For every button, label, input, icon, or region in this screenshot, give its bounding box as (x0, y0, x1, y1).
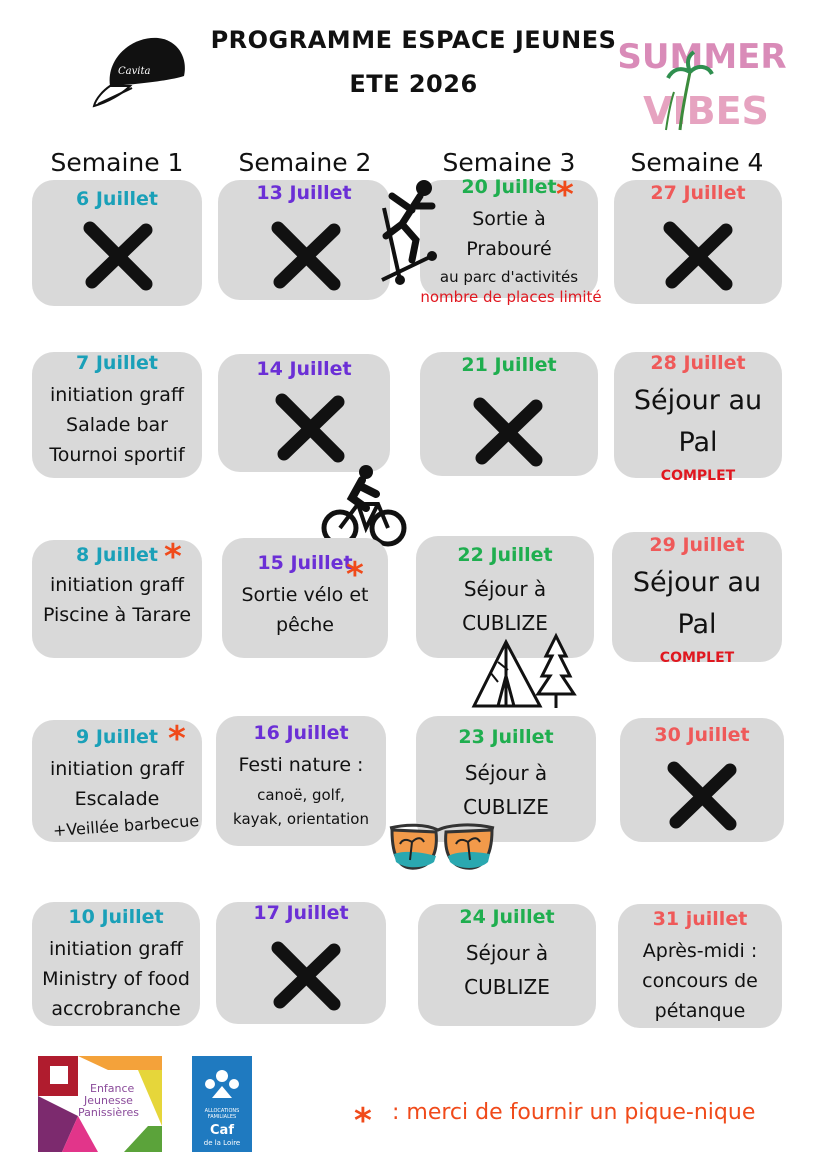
day-card-10-juillet (32, 902, 200, 1026)
day-card-31-juillet (618, 904, 782, 1028)
status-badge: COMPLET (660, 468, 736, 484)
day-date: 23 Juillet (458, 726, 554, 748)
vibes-text: VIBES (643, 89, 769, 133)
tent-icon (468, 632, 578, 710)
caf-name-text: Caf (210, 1123, 234, 1138)
activity-line: Séjour à (463, 577, 547, 601)
day-date: 29 Juillet (649, 534, 745, 556)
activity-extra: +Veillée barbecue (52, 810, 200, 841)
day-card-21-juillet (420, 352, 598, 476)
week-header-1: Semaine 1 (50, 148, 184, 177)
week-header-2: Semaine 2 (238, 148, 372, 177)
summer-vibes-badge (617, 20, 787, 136)
jeunesse-text: Jeunesse (84, 1094, 133, 1107)
day-date: 7 Juillet (76, 352, 158, 374)
week-header-3: Semaine 3 (442, 148, 576, 177)
day-date: 28 Juillet (650, 352, 746, 374)
day-card-30-juillet (620, 718, 784, 842)
activity-sub: au parc d'activités (439, 268, 579, 286)
cancelled-x-icon (474, 398, 542, 466)
activity-line: Séjour à (464, 761, 548, 785)
day-card-24-juillet (418, 904, 596, 1026)
cap-text: Cavita (118, 66, 151, 77)
caf-loire-text: de la Loire (203, 1139, 241, 1147)
activity-line: Piscine à Tarare (42, 604, 192, 626)
activity-line: Salade bar (66, 414, 168, 436)
day-date: 14 Juillet (256, 358, 352, 380)
activity-line: Séjour au (632, 567, 762, 598)
caf-logo (192, 1056, 252, 1152)
day-date: 9 Juillet (76, 726, 158, 748)
activity-line: CUBLIZE (462, 611, 548, 635)
enfance-text: Enfance (90, 1082, 135, 1095)
activity-line: accrobranche (51, 998, 181, 1020)
day-date: 22 Juillet (457, 544, 553, 566)
picnic-star-icon: * (168, 719, 186, 759)
activity-line: Séjour à (465, 941, 549, 965)
panissieres-text: Panissières (78, 1106, 139, 1119)
day-date: 10 Juillet (68, 906, 164, 928)
activity-sub: kayak, orientation (233, 810, 369, 828)
day-date: 6 Juillet (76, 188, 158, 210)
day-date: 24 Juillet (459, 906, 555, 928)
activity-line: initiation graff (49, 574, 184, 596)
activity-line: initiation graff (49, 384, 184, 406)
day-date: 15 Juillet (257, 552, 353, 574)
day-card-14-juillet (218, 354, 390, 472)
page-title: PROGRAMME ESPACE JEUNES (210, 26, 617, 54)
day-card-13-juillet (218, 180, 390, 300)
summer-text: SUMMER (617, 37, 787, 77)
cap-icon (92, 28, 192, 110)
day-date: 21 Juillet (461, 354, 557, 376)
activity-line: concours de (642, 970, 758, 992)
activity-line: Après-midi : (642, 940, 758, 962)
cancelled-x-icon (664, 222, 732, 290)
caf-familiales-text: FAMILIALES (207, 1114, 237, 1120)
activity-sub: canoë, golf, (257, 786, 345, 804)
week-header-4: Semaine 4 (630, 148, 764, 177)
activity-line: CUBLIZE (463, 795, 549, 819)
status-badge: COMPLET (659, 650, 735, 666)
legend-star-icon: * (354, 1101, 372, 1141)
cancelled-x-icon (272, 222, 340, 290)
day-card-27-juillet (614, 180, 782, 304)
day-date: 27 Juillet (650, 182, 746, 204)
activity-line: Prabouré (466, 238, 552, 260)
activity-line: Pal (677, 609, 717, 640)
activity-line: initiation graff (48, 938, 183, 960)
activity-line: Pal (678, 427, 718, 458)
day-date: 31 juillet (652, 908, 748, 930)
day-date: 20 Juillet (461, 176, 557, 198)
day-card-7-juillet (32, 352, 202, 478)
cancelled-x-icon (668, 762, 736, 830)
day-date: 13 Juillet (256, 182, 352, 204)
day-card-28-juillet (614, 352, 782, 484)
activity-line: pêche (276, 614, 334, 636)
activity-line: CUBLIZE (464, 975, 550, 999)
activity-line: Séjour au (633, 385, 763, 416)
day-card-17-juillet (216, 902, 386, 1024)
day-card-16-juillet (216, 716, 386, 846)
picnic-star-icon: * (556, 175, 574, 215)
cancelled-x-icon (272, 942, 340, 1010)
sunglasses-icon (386, 818, 498, 878)
activity-line: Sortie à (472, 208, 546, 230)
activity-line: Ministry of food (42, 968, 190, 990)
cancelled-x-icon (84, 222, 152, 290)
scooter-rider-icon (372, 176, 452, 288)
activity-line: Escalade (74, 788, 160, 810)
day-date: 30 Juillet (654, 724, 750, 746)
caf-allocations-text: ALLOCATIONS (204, 1108, 240, 1114)
limited-places-note: nombre de places limité (420, 288, 602, 306)
activity-line: Sortie vélo et (241, 584, 369, 606)
enfance-jeunesse-logo (38, 1056, 162, 1152)
activity-line: pétanque (654, 1000, 746, 1022)
day-date: 17 Juillet (253, 902, 349, 924)
day-date: 8 Juillet (76, 544, 158, 566)
legend-text: : merci de fournir un pique-nique (392, 1100, 756, 1125)
day-card-6-juillet (32, 180, 202, 306)
activity-line: Festi nature : (238, 754, 364, 776)
day-card-29-juillet (612, 532, 782, 666)
activity-line: initiation graff (49, 758, 184, 780)
day-date: 16 Juillet (253, 722, 349, 744)
activity-line: Tournoi sportif (49, 444, 185, 466)
page-subtitle: ETE 2026 (349, 70, 478, 98)
picnic-star-icon: * (164, 537, 182, 577)
picnic-star-icon: * (346, 555, 364, 595)
cancelled-x-icon (276, 394, 344, 462)
